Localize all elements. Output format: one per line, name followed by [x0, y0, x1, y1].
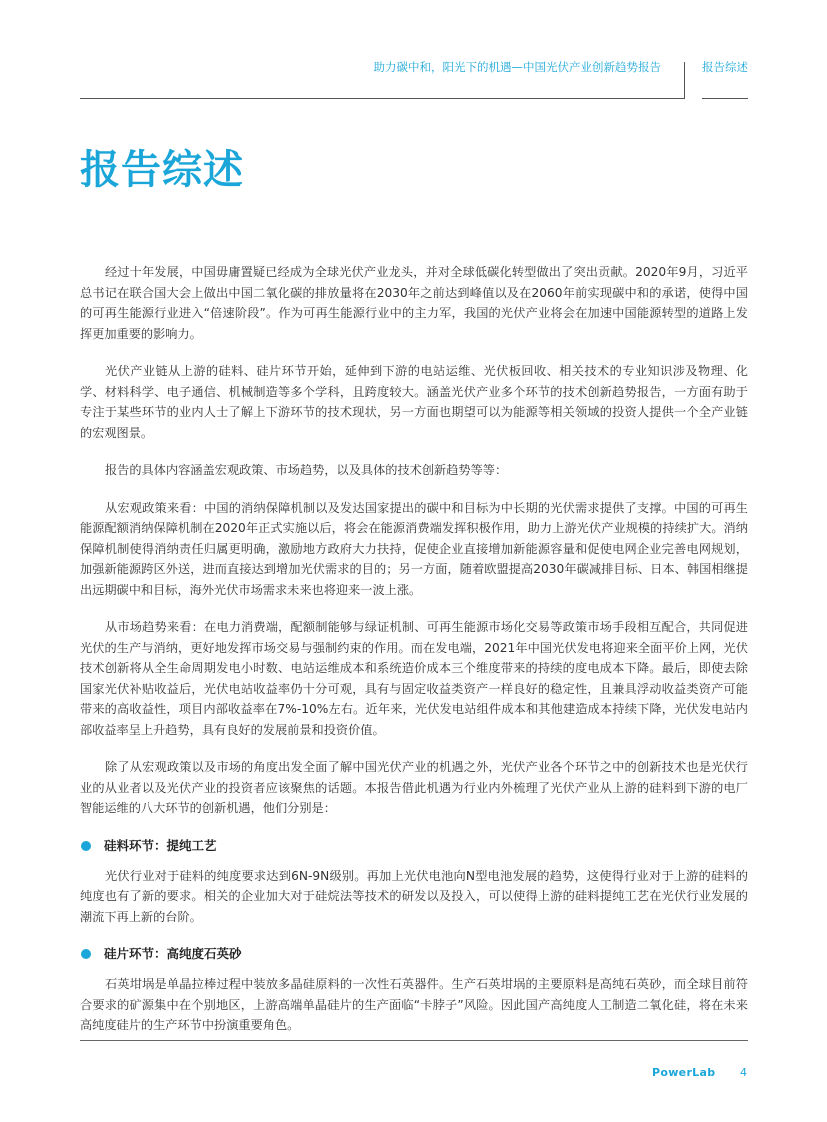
paragraph-quartz-sand: 石英坩埚是单晶拉棒过程中装放多晶硅原料的一次性石英器件。生产石英坩埚的主要原料是高纯石英砂，而全球目前符合要求的矿源集中在个别地区，上游高端单晶硅片的生产面临“卡脖子”风险。因此国产高纯度人工制造二氧化硅，将在未来高纯度硅片的生产环节中扮演重要角色。: [80, 977, 748, 1032]
footer-brand: PowerLab: [652, 1066, 716, 1079]
paragraph-contents: 报告的具体内容涵盖宏观政策、市场趋势，以及具体的技术创新趋势等等：: [105, 463, 508, 477]
paragraph-innovation: 除了从宏观政策以及市场的角度出发全面了解中国光伏产业的机遇之外，光伏产业各个环节之中的创新技术也是光伏行业的从业者以及光伏产业的投资者应该聚焦的话题。本报告借此机遇为行业内外梳理了光伏产业从上游的硅料到下游的电厂智能运维的八大环节的创新机遇，他们分别是：: [80, 760, 748, 815]
header-divider-vertical: [684, 62, 685, 99]
bullet-silicon-wafer: [80, 944, 748, 964]
paragraph-purification: 光伏行业对于硅料的纯度要求达到6N-9N级别。再加上光伏电池向N型电池发展的趋势，这使得行业对于上游的硅料的纯度也有了新的要求。相关的企业加大对于硅烷法等技术的研发以及投入，可以使得上游的硅料提纯工艺在光伏行业发展的潮流下再上新的台阶。: [80, 868, 748, 924]
paragraph-industry-chain: 光伏产业链从上游的硅料、硅片环节开始，延伸到下游的电站运维、光伏板回收、相关技术的专业知识涉及物理、化学、材料科学、电子通信、机械制造等多个学科，且跨度较大。涵盖光伏产业多个环节的技术创新趋势报告，一方面有助于专注于某些环节的业内人士了解上下游环节的技术现状，另一方面也期望可以为能源等相关领域的投资人提供一个全产业链的宏观图景。: [80, 364, 748, 440]
page-number: 4: [740, 1066, 747, 1079]
footer-rule: [80, 1040, 748, 1041]
header-rule-right: [702, 98, 748, 99]
bullet-dot-icon: [81, 949, 91, 959]
page-title: 报告综述: [80, 147, 244, 193]
section-label: 报告综述: [702, 60, 748, 74]
body-content: [80, 262, 748, 1053]
paragraph-market: 从市场趋势来看：在电力消费端，配额制能够与绿证机制、可再生能源市场化交易等政策市场手段相互配合，共同促进光伏的生产与消纳，更好地发挥市场交易与强制约束的作用。而在发电端，2021年中国光伏发电将迎来全面平价上网，光伏技术创新将从全生命周期发电小时数、电站运维成本和系统造价成本三个维度带来的持续的度电成本下降。最后，即使去除国家光伏补贴收益后，光伏电站收益率仍十分可观，具有与固定收益类资产一样良好的稳定性，且兼具浮动收益类资产可能带来的高收益性，项目内部收益率在7%-10%左右。近年来，光伏发电站组件成本和其他建造成本持续下降，光伏发电站内部收益率呈上升趋势，具有良好的发展前景和投资价值。: [80, 620, 748, 737]
paragraph-policy: 从宏观政策来看：中国的消纳保障机制以及发达国家提出的碳中和目标为中长期的光伏需求提供了支撑。中国的可再生能源配额消纳保障机制在2020年正式实施以后，将会在能源消费端发挥积极作用，助力上游光伏产业规模的持续扩大。消纳保障机制使得消纳责任归属更明确，激励地方政府大力扶持，促使企业直接增加新能源容量和促使电网企业完善电网规划，加强新能源跨区外送，进而直接达到增加光伏需求的目的；另一方面，随着欧盟提高2030年碳减排目标、日本、韩国相继提出远期碳中和目标，海外光伏市场需求未来也将迎来一波上涨。: [80, 500, 748, 597]
paragraph-intro: 经过十年发展，中国毋庸置疑已经成为全球光伏产业龙头，并对全球低碳化转型做出了突出贡献。2020年9月，习近平总书记在联合国大会上做出中国二氧化碳的排放量将在2030年之前达到峰值以及在2060年前实现碳中和的承诺，使得中国的可再生能源行业进入“倍速阶段”。作为可再生能源行业中的主力军，我国的光伏产业将会在加速中国能源转型的道路上发挥更加重要的影响力。: [80, 265, 748, 341]
bullet-heading: 硅料环节：提纯工艺: [104, 837, 217, 853]
bullet-dot-icon: [81, 841, 91, 851]
bullet-heading: 硅片环节：高纯度石英砂: [104, 946, 242, 961]
report-title: 助力碳中和，阳光下的机遇—中国光伏产业创新趋势报告: [373, 60, 661, 74]
header-rule-left: [80, 98, 684, 99]
bullet-silicon-material: [80, 836, 748, 856]
